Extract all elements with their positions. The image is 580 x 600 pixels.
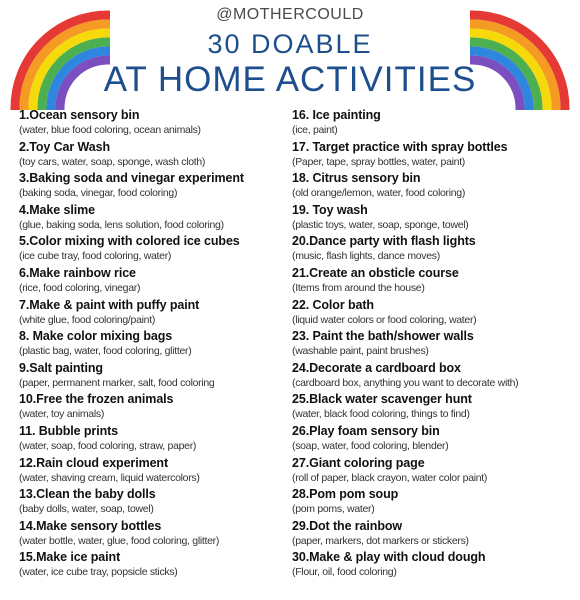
activity-title: 13.Clean the baby dolls	[19, 487, 156, 502]
activity-item	[292, 140, 567, 172]
activity-item	[292, 424, 567, 456]
activity-materials: (water, soap, food coloring, straw, paper)	[19, 439, 197, 452]
activity-materials: (baking soda, vinegar, food coloring)	[19, 187, 178, 200]
activity-materials: (plastic toys, water, soap, sponge, towel)	[292, 218, 469, 231]
activity-title: 29.Dot the rainbow	[292, 518, 403, 533]
activity-item	[19, 456, 294, 488]
activity-materials: (Items from around the house)	[292, 281, 425, 294]
activity-materials: (liquid water colors or food coloring, water)	[292, 313, 477, 326]
activity-materials: (music, flash lights, dance moves)	[292, 250, 440, 263]
activity-title: 7.Make & paint with puffy paint	[19, 297, 200, 312]
activity-item	[19, 550, 294, 582]
activity-title: 3.Baking soda and vinegar experiment	[19, 171, 244, 186]
activity-item	[292, 519, 567, 551]
activity-title: 1.Ocean sensory bin	[19, 108, 140, 122]
activity-item	[292, 550, 567, 582]
activity-title: 9.Salt painting	[19, 360, 103, 375]
activities-right-column	[292, 108, 567, 582]
activity-title: 12.Rain cloud experiment	[19, 455, 169, 470]
activity-materials: (water, toy animals)	[19, 408, 105, 421]
activity-title: 16. Ice painting	[292, 108, 381, 122]
activity-title: 6.Make rainbow rice	[19, 265, 136, 280]
activity-materials: (Paper, tape, spray bottles, water, paint)	[292, 155, 466, 168]
activity-item	[292, 203, 567, 235]
activity-item	[19, 108, 294, 140]
activity-title: 24.Decorate a cardboard box	[292, 360, 461, 375]
activity-item	[19, 487, 294, 519]
activity-item	[19, 266, 294, 298]
activity-title: 5.Color mixing with colored ice cubes	[19, 234, 240, 249]
activity-materials: (white glue, food coloring/paint)	[19, 313, 156, 326]
activity-item	[292, 171, 567, 203]
activity-title: 8. Make color mixing bags	[19, 329, 173, 344]
activity-materials: (ice, paint)	[292, 124, 338, 136]
activity-materials: (paper, markers, dot markers or stickers)	[292, 534, 469, 547]
activity-materials: (water, ice cube tray, popsicle sticks)	[19, 566, 178, 579]
activity-item	[292, 329, 567, 361]
activity-title: 20.Dance party with flash lights	[292, 234, 476, 249]
activity-materials: (roll of paper, black crayon, water color paint)	[292, 471, 488, 484]
activity-title: 26.Play foam sensory bin	[292, 423, 440, 438]
activity-title: 21.Create an obsticle course	[292, 265, 459, 280]
activity-item	[19, 298, 294, 330]
activity-title: 22. Color bath	[292, 297, 374, 312]
activity-materials: (soap, water, food coloring, blender)	[292, 439, 449, 452]
title-line-1: 30 DOABLE	[207, 29, 373, 59]
activity-title: 18. Citrus sensory bin	[292, 171, 421, 186]
activity-title: 23. Paint the bath/shower walls	[292, 329, 474, 344]
handle-text: @MOTHERCOULD	[216, 6, 364, 23]
activity-title: 28.Pom pom soup	[292, 487, 399, 502]
activity-title: 11. Bubble prints	[19, 423, 119, 438]
activity-item	[19, 392, 294, 424]
activity-item	[292, 298, 567, 330]
activity-title: 2.Toy Car Wash	[19, 139, 110, 154]
activity-materials: (pom poms, water)	[292, 503, 375, 516]
activity-item	[292, 392, 567, 424]
activity-title: 30.Make & play with cloud dough	[292, 550, 486, 565]
activity-title: 19. Toy wash	[292, 202, 368, 217]
activity-title: 15.Make ice paint	[19, 550, 121, 565]
activity-materials: (plastic bag, water, food coloring, glitter)	[19, 345, 192, 358]
activity-item	[292, 234, 567, 266]
activity-materials: (water, shaving cream, liquid watercolors)	[19, 471, 200, 484]
activity-item	[19, 203, 294, 235]
activity-materials: (Flour, oil, food coloring)	[292, 566, 397, 579]
activity-title: 4.Make slime	[19, 202, 95, 217]
activity-item	[292, 361, 567, 393]
activity-materials: (baby dolls, water, soap, towel)	[19, 503, 154, 516]
activity-item	[19, 171, 294, 203]
activity-materials: (water bottle, water, glue, food coloring, glitter)	[19, 534, 220, 547]
activity-item	[19, 140, 294, 172]
activity-title: 17. Target practice with spray bottles	[292, 139, 508, 154]
activity-materials: (old orange/lemon, water, food coloring)	[292, 187, 466, 200]
activity-item	[19, 361, 294, 393]
activity-item	[19, 519, 294, 551]
activity-title: 14.Make sensory bottles	[19, 518, 162, 533]
activity-materials: (rice, food coloring, vinegar)	[19, 281, 141, 294]
activity-title: 10.Free the frozen animals	[19, 392, 174, 407]
activity-materials: (water, blue food coloring, ocean animals)	[19, 124, 201, 136]
activity-item	[292, 487, 567, 519]
activity-materials: (cardboard box, anything you want to decorate with)	[292, 376, 519, 389]
activity-item	[292, 108, 567, 140]
activities-left-column	[19, 108, 294, 582]
activity-item	[19, 424, 294, 456]
activity-title: 25.Black water scavenger hunt	[292, 392, 472, 407]
title-line-2: AT HOME ACTIVITIES	[103, 60, 477, 99]
activity-item	[292, 266, 567, 298]
activity-title: 27.Giant coloring page	[292, 455, 425, 470]
activity-item	[19, 234, 294, 266]
activity-materials: (washable paint, paint brushes)	[292, 345, 429, 358]
activity-materials: (water, black food coloring, things to find)	[292, 408, 470, 421]
activity-materials: (ice cube tray, food coloring, water)	[19, 250, 172, 263]
activity-item	[19, 329, 294, 361]
activity-materials: (glue, baking soda, lens solution, food coloring)	[19, 218, 224, 231]
activity-item	[292, 456, 567, 488]
activity-materials: (toy cars, water, soap, sponge, wash cloth)	[19, 155, 206, 168]
activity-materials: (paper, permanent marker, salt, food coloring	[19, 376, 215, 389]
